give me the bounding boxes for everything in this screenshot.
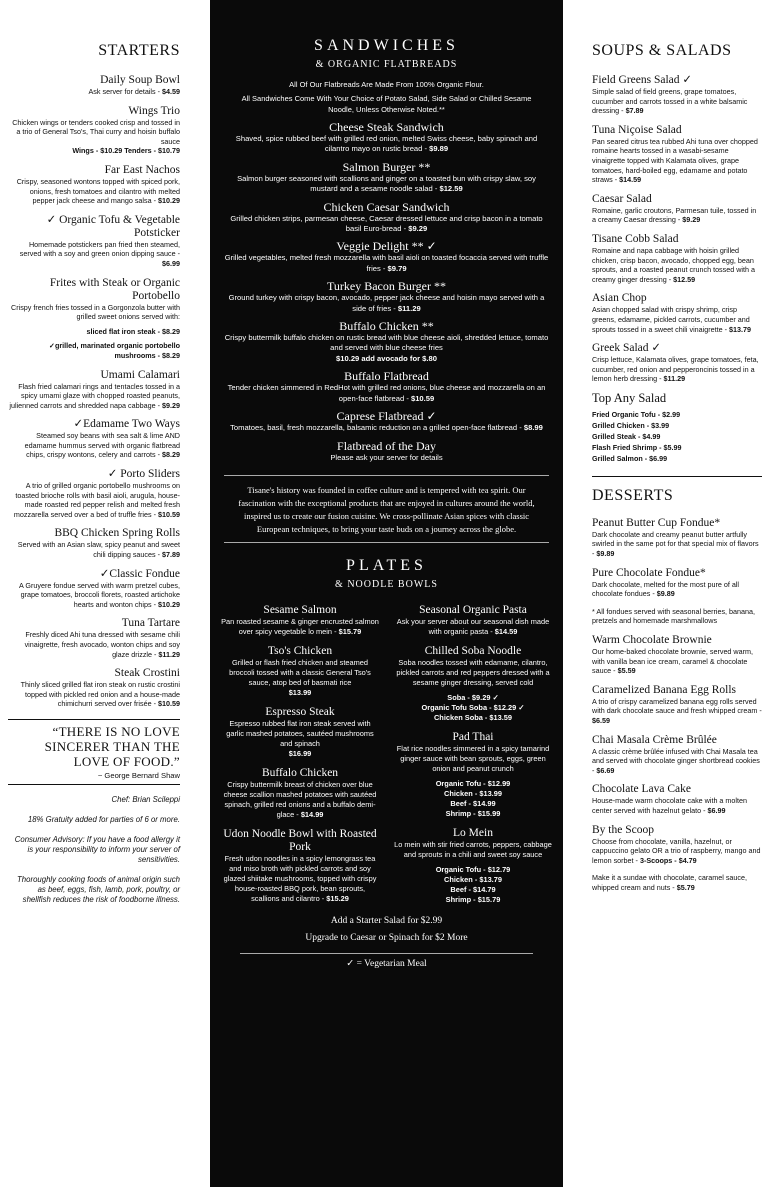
item-desc: Espresso rubbed flat iron steak served with garlic mashed potatoes, sautéed mushrooms and spinach [226,718,374,748]
list-item: Caramelized Banana Egg Rolls A trio of crispy caramelized banana egg rolls served with dark chocolate sauce and fresh whipped cream - $6.59 [592,683,762,725]
item-desc: Tomatoes, basil, fresh mozzarella, balsamic reduction on a grilled open-face flatbread [230,423,518,433]
item-name: Sesame Salmon [263,603,337,616]
item-desc: Romaine, garlic croutons, Parmesan tuile, tossed in a creamy Caesar dressing [592,205,757,225]
item-price: Beef - $14.99 [450,798,496,808]
item-desc: Simple salad of field greens, grape tomatoes, cucumber and carrots tossed in a white balsamic dressing [592,87,748,116]
item-desc: Dark chocolate, melted for the most pure of all chocolate fondues [592,579,740,599]
item-name: Buffalo Chicken [261,766,339,779]
item-price: $16.99 [288,748,312,758]
dessert-list [592,517,762,893]
list-item [8,105,180,156]
list-item: Caprese Flatbread ✓ Tomatoes, basil, fresh mozzarella, balsamic reduction on a grilled open-face flatbread - $8.99 [224,409,549,433]
list-item: Turkey Bacon Burger ** Ground turkey with crispy bacon, avocado, pepper jack cheese and hoisin mayo served with a side of fries - $11.29 [224,279,549,314]
list-item [393,731,553,819]
item-name: Tuna Niçoise Salad [592,123,682,136]
item-desc: Flash fried calamari rings and tentacles tossed in a spicy umami glaze with chopped roasted peanuts, julienned carrots and shredded napa cabbage [9,381,180,410]
soups-desserts-column [563,0,768,1187]
item-name: Caramelized Banana Egg Rolls [592,683,737,696]
item-price: Beef - $14.79 [450,884,496,894]
divider [8,784,180,785]
item-name: ✓Classic Fondue [99,567,180,580]
item-price: $14.59 [619,175,642,185]
item-name: Seasonal Organic Pasta [419,603,527,616]
item-name: Flatbread of the Day [337,438,436,453]
item-name: Chai Masala Crème Brûlée [592,733,717,746]
item-desc: Tender chicken simmered in RedHot with grilled red onions, blue cheese and mozzarella on an open-face flatbread [227,383,546,403]
item-price: $12.59 [673,274,696,284]
item-price: $14.59 [494,626,518,636]
topping-list [592,409,762,464]
top-any-salad-title: Top Any Salad [592,390,667,405]
item-desc: Crispy french fries tossed in a Gorgonzola butter with grilled sweet onions served with: [11,302,180,322]
list-item: Peanut Butter Cup Fondue* Dark chocolate and creamy peanut butter artfully swirled in the same pot for that special mix of flavors - $9.89 [592,517,762,559]
chef-note: Chef: Brian Scileppi [111,794,180,804]
list-item: BBQ Chicken Spring Rolls Served with an Asian slaw, spicy peanut and sweet chili dipping sauces - $7.89 [8,527,180,559]
item-price: $8.29 [162,450,180,460]
item-name: Lo Mein [453,826,493,839]
item-desc: Pan seared citrus tea rubbed Ahi tuna over chopped romaine hearts tossed in a wasabi-sesame vinaigrette topped with Kalamata olives, grape tomatoes, hard-boiled egg, edamame and potato straws [592,136,758,185]
item-price: $6.99 [162,258,180,268]
item-name: Greek Salad ✓ [592,342,662,355]
item-price: $9.79 [387,263,407,273]
starters-list [8,74,180,709]
item-price: Shrimp - $15.99 [445,808,501,818]
item-name: BBQ Chicken Spring Rolls [54,527,180,540]
list-item [224,319,549,364]
item-price: $11.29 [158,649,180,659]
list-item: Sesame Salmon Pan roasted sesame & ginger encrusted salmon over spicy vegetable lo mein - $15.79 [221,603,379,636]
item-price: $9.29 [408,224,428,234]
sandwiches-subtitle: & ORGANIC FLATBREADS [315,59,458,70]
item-desc: Romaine and napa cabbage with hoisin grilled chicken, crisp bacon, avocado, chopped egg, bean sprouts, and a roasted peanut crunch tossed with a creamy ginger dressing [592,245,756,284]
item-name: Frites with Steak or Organic Portobello [49,276,180,302]
item-desc: Our home-baked chocolate brownie, served warm, with vanilla bean ice cream, caramel & chocolate sauce [592,647,753,676]
item-desc: Ask server for details [88,87,156,96]
item-desc: Crisp lettuce, Kalamata olives, grape tomatoes, feta, cucumber, red onion and pepperoncinis tossed in a lemon herb dressing [592,355,759,384]
list-item [393,827,553,905]
divider [224,542,549,543]
item-price: $7.89 [162,550,180,560]
item-name: Peanut Butter Cup Fondue* [592,516,721,529]
topping-item: Fried Organic Tofu - $2.99 [592,409,681,419]
item-name: Umami Calamari [100,368,180,381]
item-price: $11.29 [663,374,686,384]
item-desc: A Gruyere fondue served with warm pretzel cubes, grape tomatoes, broccoli florets, roasted artichoke hearts and wonton chips [19,580,180,609]
item-price: $5.59 [617,666,636,676]
list-item: ✓Edamame Two Ways Steamed soy beans with sea salt & lime AND edamame hummus served with organic flatbread chips, crispy wontons, celery and carrots - $8.29 [8,418,180,460]
item-name: Asian Chop [592,292,647,305]
item-desc: Grilled or flash fried chicken and steamed broccoli tossed with a classic General Tso's sauce, atop bed of basmati rice [229,657,371,687]
topping-item: Flash Fried Shrimp - $5.99 [592,442,682,452]
list-item: Cheese Steak Sandwich Shaved, spice rubbed beef with grilled red onion, melted Swiss cheese, baby spinach and cilantro mayo on rustic bread - $9.89 [224,120,549,155]
item-desc: Lo mein with stir fried carrots, peppers, cabbage and sprouts in a chili and sweet soy sauce [394,839,552,859]
quote-attribution: ~ George Bernard Shaw [97,770,180,780]
plates-grid [210,596,563,905]
list-item: ✓ Organic Tofu & Vegetable Potsticker Homemade potstickers pan fried then steamed, served with a soy and green onion dipping sauce - $6.99 [8,214,180,269]
gratuity-note: 18% Gratuity added for parties of 6 or more. [27,814,180,824]
item-desc: Salmon burger seasoned with scallions and ginger on a toasted bun with crispy slaw, soy mustard and a sesame noodle salad [237,173,536,194]
item-price: $10.59 [158,699,180,709]
item-price: $7.89 [625,106,644,116]
list-item: Chocolate Lava Cake House-made warm chocolate cake with a molten center served with hazelnut gelato - $6.99 [592,783,762,815]
item-desc: A classic crème brûlée infused with Chai Masala tea and served with chocolate ginger shortbread cookies [592,746,760,766]
item-name: Buffalo Chicken ** [339,319,434,334]
divider [592,476,762,477]
list-item [393,645,553,723]
sandwiches-title: SANDWICHES [314,37,459,54]
item-desc: Choose from chocolate, vanilla, hazelnut, or cappuccino gelato OR a trio of raspberry, mango and lemon sorbet [592,836,761,865]
item-price: Organic Tofu Soba - $12.29 ✓ [421,702,525,712]
soups-title: SOUPS & SALADS [592,42,732,59]
item-desc: Grilled vegetables, melted fresh mozzarella with basil aioli on toasted focaccia served with truffle fries [224,253,549,273]
sandwiches-plates-column [210,0,563,1187]
item-name: ✓ Organic Tofu & Vegetable Potsticker [46,213,180,239]
consumer-advisory: Consumer Advisory: If you have a food allergy it is your responsibility to inform your server of sensitivities. [14,834,180,864]
item-desc: Steamed soy beans with sea salt & lime AND edamame hummus served with organic flatbread chips, crispy wontons, celery and carrots [24,431,180,460]
list-item: Pure Chocolate Fondue* Dark chocolate, melted for the most pure of all chocolate fondues - $9.89 [592,567,762,599]
item-desc: Flat rice noodles simmered in a spicy tamarind ginger sauce with bean sprouts, eggs, green onion and peanut crunch [396,743,550,773]
item-name: Chicken Caesar Sandwich [323,199,450,214]
item-name: Chilled Soba Noodle [424,644,522,657]
item-name: Turkey Bacon Burger ** [327,279,446,294]
list-item [8,277,180,361]
item-price: Chicken Soba - $13.59 [433,712,513,722]
list-item: Chai Masala Crème Brûlée A classic crème brûlée infused with Chai Masala tea and served with chocolate ginger shortbread cookies - $6.69 [592,734,762,776]
item-name: Far East Nachos [104,163,180,176]
plates-title: PLATES [346,556,427,574]
item-name: Cheese Steak Sandwich [329,120,444,134]
addon-note [210,913,563,947]
item-name: Buffalo Flatbread [344,369,429,384]
item-name: ✓ Porto Sliders [107,468,180,481]
item-name: ✓Edamame Two Ways [73,418,180,431]
list-item: Field Greens Salad ✓ Simple salad of field greens, grape tomatoes, cucumber and carrots tossed in a white balsamic dressing - $7.89 [592,74,762,116]
item-price-alt: ✓grilled, marinated organic portobello mushrooms - $8.29 [48,341,180,360]
item-name: By the Scoop [592,823,654,836]
list-item: Caesar Salad Romaine, garlic croutons, Parmesan tuile, tossed in a creamy Caesar dressing - $9.29 [592,193,762,225]
item-desc: Soba noodles tossed with edamame, cilantro, pickled carrots and red peppers dressed with a sesame ginger dressing, served cold [396,657,550,687]
item-desc: Served with an Asian slaw, spicy peanut and sweet chili dipping sauces [17,540,180,560]
list-item [224,439,549,463]
item-desc: Grilled chicken strips, parmesan cheese, Caesar dressed lettuce and crisp bacon in a tomato basil Euro-bread [230,213,543,234]
item-price: $9.89 [596,549,615,559]
list-item [220,645,380,698]
item-price: 3-Scoops - $4.79 [639,855,697,865]
item-price: $4.59 [162,87,180,96]
topping-item: Grilled Chicken - $3.99 [592,420,670,430]
plates-subtitle: & NOODLE BOWLS [335,578,438,590]
plates-left-column [220,596,380,905]
item-desc: Crispy buttermilk breast of chicken over blue cheese scallion mashed potatoes with sautéed spinach, grilled red onions and a buffalo demi-glace [223,779,377,819]
salad-list [592,74,762,384]
item-name: Pad Thai [452,730,494,743]
list-item: ✓Classic Fondue A Gruyere fondue served with warm pretzel cubes, grape tomatoes, broccoli florets, roasted artichoke hearts and wonton chips - $10.29 [8,568,180,610]
item-price: $14.99 [300,809,324,819]
item-desc: Crispy buttermilk buffalo chicken on rustic bread with blue cheese aioli, shredded lettuce, tomato and served with blue cheese fries [224,333,549,353]
sandwich-list [210,120,563,463]
sundae-note: Make it a sundae with chocolate, caramel sauce, whipped cream and nuts - $5.79 [592,873,748,892]
list-item: Far East Nachos Crispy, seasoned wontons topped with spiced pork, onions, fresh tomatoes and cilantro with melted pepper jack cheese and mango salsa - $10.29 [8,164,180,206]
item-name: Veggie Delight ** ✓ [336,239,437,254]
item-name: Daily Soup Bowl [100,74,180,86]
item-price: $10.29 add avocado for $.80 [336,353,437,363]
caesar-upgrade: Upgrade to Caesar or Spinach for $2 More [305,932,468,943]
item-name: Caesar Salad [592,192,652,205]
item-desc: Dark chocolate and creamy peanut butter artfully swirled in the same pot for that special mix of flavors [592,529,759,549]
item-price: $9.29 [162,400,180,410]
list-item: Buffalo Flatbread Tender chicken simmered in RedHot with grilled red onions, blue cheese and mozzarella on an open-face flatbread - $10.59 [224,369,549,404]
list-item: ✓ Porto Sliders A trio of grilled organic portobello mushrooms on toasted brioche rolls with basil aioli, arugula, house-made roasted red pepper relish and melted fresh mozzarella served over a bed of truffle fries - $10.59 [8,468,180,519]
list-item: Steak Crostini Thinly sliced grilled flat iron steak on rustic crostini topped with pickled red onion and a house-made chimichurri served over frisée - $10.59 [8,667,180,709]
item-price: $6.69 [596,765,615,775]
item-price: $10.29 [158,599,180,609]
list-item: Tuna Niçoise Salad Pan seared citrus tea rubbed Ahi tuna over chopped romaine hearts tossed in a wasabi-sesame vinaigrette topped with Kalamata olives, grape tomatoes, hard-boiled egg, edamame and potato straws - $14.59 [592,124,762,185]
item-price: Organic Tofu - $12.79 [435,864,511,874]
item-price: $13.99 [288,687,312,697]
item-price: $10.29 [158,196,180,206]
item-desc: Fresh udon noodles in a spicy lemongrass tea and miso broth with pickled carrots and soy glazed shiitake mushrooms, topped with crispy house-roasted BBQ pork, bean sprouts, scallions and cilantro [223,853,377,903]
item-price: Chicken - $13.79 [444,874,502,884]
flatbread-note: All Of Our Flatbreads Are Made From 100% Organic Flour. [289,80,484,89]
list-item: Veggie Delight ** ✓ Grilled vegetables, melted fresh mozzarella with basil aioli on toasted focaccia served with truffle fries - $9.79 [224,239,549,273]
item-name: Steak Crostini [114,667,180,680]
vegetarian-legend: ✓ = Vegetarian Meal [240,953,533,969]
list-item: Chicken Caesar Sandwich Grilled chicken strips, parmesan cheese, Caesar dressed lettuce and crisp bacon in a tomato basil Euro-bread - $9.29 [224,200,549,235]
list-item: Salmon Burger ** Salmon burger seasoned with scallions and ginger on a toasted bun with crispy slaw, soy mustard and a sesame noodle salad - $12.59 [224,160,549,195]
item-price: Organic Tofu - $12.99 [435,778,511,788]
item-price: sliced flat iron steak - $8.29 [86,326,180,336]
item-price: $6.99 [707,805,726,815]
item-price: Wings - $10.29 Tenders - $10.79 [72,146,180,156]
list-item: Warm Chocolate Brownie Our home-baked chocolate brownie, served warm, with vanilla bean ice cream, caramel & chocolate sauce - $5.59 [592,634,762,676]
item-desc: Shaved, spice rubbed beef with grilled red onion, melted Swiss cheese, baby spinach and cilantro mayo on rustic bread [235,134,538,154]
item-price: $9.29 [682,215,701,225]
item-name: Wings Trio [128,104,180,117]
item-desc: Freshly diced Ahi tuna dressed with sesame chili vinaigrette, fresh avocado, wonton chips and soy glaze drizzle [24,630,180,659]
list-item: Asian Chop Asian chopped salad with crispy shrimp, crisp greens, edamame, pickled carrots, cucumber and sprouts tossed in a sweet chili vinaigrette - $13.79 [592,292,762,334]
list-item: Tisane Cobb Salad Romaine and napa cabbage with hoisin grilled chicken, crisp bacon, avocado, chopped egg, bean sprouts, and a roasted peanut crunch tossed with a creamy ginger dressing - $12.59 [592,233,762,284]
item-price: $6.59 [592,716,610,725]
item-desc: A trio of grilled organic portobello mushrooms on toasted brioche rolls with basil aioli, arugula, house-made roasted red pepper relish and melted fresh mozzarella served over a bed of truffle fries [13,481,180,519]
raw-food-advisory: Thoroughly cooking foods of animal origin such as beef, eggs, fish, lamb, pork, poultry, or shellfish reduces the risk of foodborne illness. [17,874,180,904]
list-item: Greek Salad ✓ Crisp lettuce, Kalamata olives, grape tomatoes, feta, cucumber, red onion and pepperoncinis tossed in a lemon herb dressing - $11.29 [592,342,762,384]
starter-salad-addon: Add a Starter Salad for $2.99 [330,915,443,926]
item-name: Field Greens Salad ✓ [592,74,693,86]
plates-right-column [393,596,553,905]
item-desc: Please ask your server for details [330,452,443,462]
item-name: Pure Chocolate Fondue* [592,566,706,579]
fondue-note: * All fondues served with seasonal berries, banana, pretzels and homemade marshmallows [592,606,756,626]
list-item: Udon Noodle Bowl with Roasted Pork Fresh udon noodles in a spicy lemongrass tea and miso broth with pickled carrots and soy glazed shiitake mushrooms, topped with crispy house-roasted BBQ pork, bean sprouts, scallions and cilantro - $15.29 [220,828,380,904]
item-desc: Chicken wings or tenders cooked crisp and tossed in a trio of General Tso's, Thai curry and hoisin buffalo sauce [12,117,180,146]
item-price: Chicken - $13.99 [444,788,502,798]
topping-item: Grilled Salmon - $6.99 [592,453,668,463]
topping-item: Grilled Steak - $4.99 [592,431,661,441]
item-price: $10.59 [158,509,180,519]
item-price: Soba - $9.29 ✓ [447,692,499,702]
item-name: Caprese Flatbread ✓ [336,409,437,424]
item-price: $13.79 [729,324,752,334]
item-name: Salmon Burger ** [342,159,431,174]
item-desc: Ask your server about our seasonal dish made with organic pasta [396,616,550,636]
item-desc: Thinly sliced grilled flat iron steak on rustic crostini topped with pickled red onion and a house-made chimichurri served over frisée [20,680,180,709]
restaurant-story: Tisane's history was founded in coffee culture and is tempered with tea spirit. Our fascination with the exceptional products that are enjoyed in cultures around the world, inspired us to create our fusion cuisine. We cross-pollinate Asian spices with classic European techniques, to bring your taste buds on a journey across the globe. [224,475,549,536]
item-price: Shrimp - $15.79 [445,894,501,904]
item-name: Warm Chocolate Brownie [592,634,712,647]
item-desc: Asian chopped salad with crispy shrimp, crisp greens, edamame, pickled carrots, cucumber and sprouts tossed in a sweet chili vinaigrette [592,305,750,334]
item-name: Tuna Tartare [121,617,180,630]
item-name: Tisane Cobb Salad [592,232,679,245]
item-desc: Homemade potstickers pan fried then steamed, served with a soy and green onion dipping sauce [19,239,180,259]
item-price: $5.79 [676,882,695,892]
item-name: Udon Noodle Bowl with Roasted Pork [223,827,377,853]
item-price: $11.29 [397,303,421,313]
list-item: Umami Calamari Flash fried calamari rings and tentacles tossed in a spicy umami glaze with chopped roasted peanuts, julienned carrots and shredded napa cabbage - $9.29 [9,368,180,410]
list-item: Seasonal Organic Pasta Ask your server about our seasonal dish made with organic pasta - $14.59 [393,604,553,637]
item-price: $10.59 [410,393,435,403]
item-price: $12.59 [439,184,463,194]
item-price: $9.89 [429,144,449,154]
item-desc: Make it a sundae with chocolate, caramel sauce, whipped cream and nuts [592,873,748,892]
item-price: $15.29 [326,893,349,903]
item-desc: House-made warm chocolate cake with a molten center served with hazelnut gelato [592,796,748,815]
list-item: Tuna Tartare Freshly diced Ahi tuna dressed with sesame chili vinaigrette, fresh avocado, wonton chips and soy glaze drizzle - $11.29 [8,617,180,659]
list-item: Buffalo Chicken Crispy buttermilk breast of chicken over blue cheese scallion mashed potatoes with sautéed spinach, grilled red onions and a buffalo demi-glace - $14.99 [220,767,380,820]
item-name: Espresso Steak [265,705,335,718]
item-desc: Crispy, seasoned wontons topped with spiced pork, onions, fresh tomatoes and cilantro with melted pepper jack cheese and mango salsa [16,176,180,206]
sides-note: All Sandwiches Come With Your Choice of Potato Salad, Side Salad or Chilled Sesame Noodle, Unless Otherwise Noted.** [241,94,532,114]
starters-title: STARTERS [98,42,180,59]
item-name: Chocolate Lava Cake [592,783,691,796]
list-item: Daily Soup Bowl Ask server for details - $4.59 [8,74,180,97]
quote: “THERE IS NO LOVE SINCERER THAN THE LOVE OF FOOD.” [44,723,180,769]
item-name: Tso's Chicken [267,644,333,657]
desserts-title: DESSERTS [592,486,674,504]
starters-column [0,0,210,1187]
item-desc: A trio of crispy caramelized banana egg rolls served with dark chocolate sauce and fresh whipped cream [592,696,758,716]
item-price: $15.79 [338,626,362,636]
item-price: $8.99 [523,423,543,433]
list-item: By the Scoop Choose from chocolate, vanilla, hazelnut, or cappuccino gelato OR a trio of raspberry, mango and lemon sorbet - 3-Scoops - $4.79 [592,823,761,865]
item-desc: Ground turkey with crispy bacon, avocado, pepper jack cheese and hoisin mayo served with a side of fries [228,293,545,313]
list-item [220,706,380,759]
divider [8,719,180,720]
item-desc: Pan roasted sesame & ginger encrusted salmon over spicy vegetable lo mein [221,616,379,636]
item-price: $9.89 [656,589,675,599]
